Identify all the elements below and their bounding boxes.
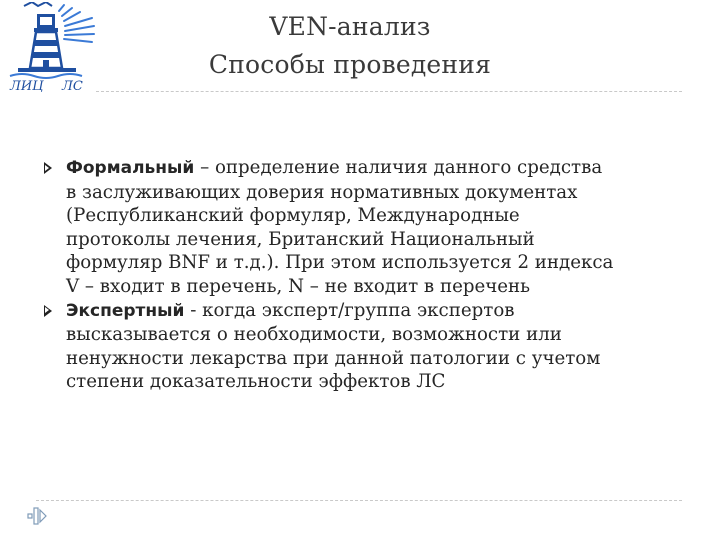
bullet-line	[66, 156, 694, 181]
bullet-arrow-icon	[44, 162, 52, 174]
lighthouse-logo-icon	[2, 2, 102, 94]
title-line-1: VEN-анализ	[269, 12, 431, 41]
bullet-text: – определение наличия данного средства	[194, 157, 603, 178]
slide-navigation-icon[interactable]	[26, 506, 48, 526]
title-line-2: Способы проведения	[208, 50, 492, 79]
bullet-line: степени доказательности эффектов ЛС	[66, 371, 446, 393]
bullet-term: Формальный	[66, 158, 195, 178]
bullet-text: - когда эксперт/группа экспертов	[184, 299, 515, 321]
bullet-line: (Республиканский формуляр, Международные	[66, 205, 520, 227]
bullet-line: протоколы лечения, Британский Национальный	[66, 228, 535, 250]
title-divider	[96, 91, 682, 92]
footer-divider	[36, 500, 682, 501]
bullet-line: высказывается о необходимости, возможности или	[66, 324, 562, 346]
bullet-line: ненужности лекарства при данной патологии с учетом	[66, 347, 601, 369]
bullet-line: в заслуживающих доверия нормативных документах	[66, 181, 578, 203]
bullet-term: Экспертный	[66, 300, 185, 321]
bullet-expert	[44, 299, 694, 394]
logo-text-right: ЛС	[62, 79, 83, 94]
bullet-line	[66, 299, 694, 324]
bullet-formal	[44, 156, 694, 299]
bullet-arrow-icon	[44, 305, 52, 317]
logo-text-left: ЛИЦ	[10, 79, 44, 94]
page-title	[110, 8, 590, 84]
bullet-line: формуляр BNF и т.д.). При этом используется 2 индекса	[66, 252, 614, 274]
bullet-list	[44, 156, 694, 394]
bullet-line: V – входит в перечень, N – не входит в перечень	[66, 275, 531, 297]
